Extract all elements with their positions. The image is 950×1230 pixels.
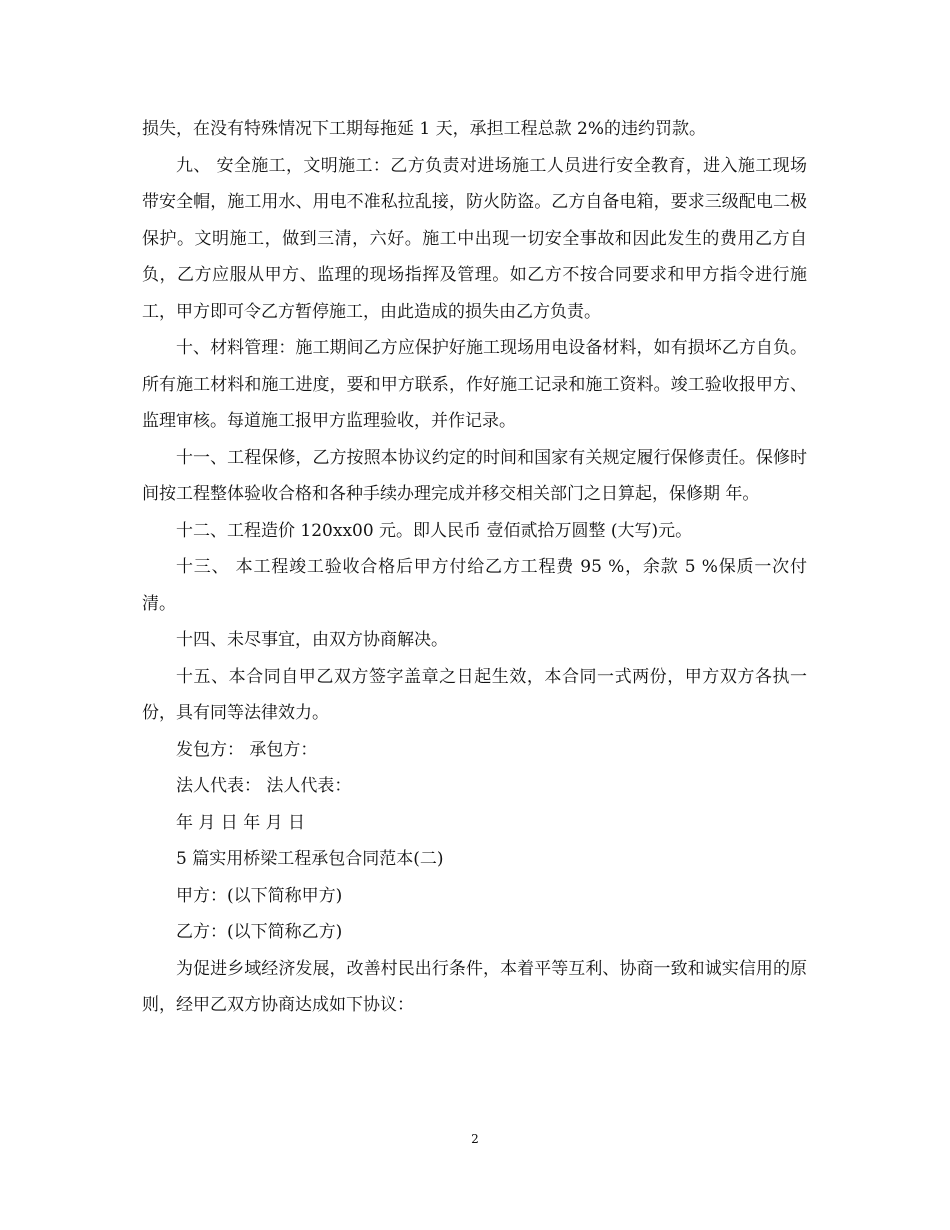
paragraph-clause-9-safety: 九、 安全施工，文明施工：乙方负责对进场施工人员进行安全教育，进入施工现场带安全帽，施工用水、用电不准私拉乱接，防火防盗。乙方自备电箱，要求三级配电二极保护。文明施工，做到三清，六好。施工中出现一切安全事故和因此发生的费用乙方自负，乙方应服从甲方、监理的现场指挥及管理。如乙方不按合同要求和甲方指令进行施工，甲方即可令乙方暂停施工，由此造成的损失由乙方负责。	[142, 155, 807, 322]
signature-representatives-line: 法人代表： 法人代表：	[176, 776, 352, 796]
paragraph-preamble: 为促进乡域经济发展，改善村民出行条件，本着平等互利、协商一致和诚实信用的原则，经甲乙双方协商达成如下协议：	[142, 958, 807, 1015]
party-a-line: 甲方：(以下简称甲方)	[176, 885, 343, 906]
paragraph-clause-15-effective: 十五、本合同自甲乙双方签字盖章之日起生效，本合同一式两份，甲方双方各执一份，具有同等法律效力。	[142, 666, 807, 723]
section-heading-contract-2: 5 篇实用桥梁工程承包合同范本(二)	[176, 849, 444, 869]
paragraph-clause-10-materials: 十、材料管理：施工期间乙方应保护好施工现场用电设备材料，如有损坏乙方自负。所有施工材料和施工进度，要和甲方联系，作好施工记录和施工资料。竣工验收报甲方、监理审核。每道施工报甲方监理验收，并作记录。	[142, 338, 807, 431]
party-b-line: 乙方：(以下简称乙方)	[176, 922, 343, 942]
paragraph-clause-13-payment: 十三、 本工程竣工验收合格后甲方付给乙方工程费 95 %，余款 5 %保质一次付清。	[142, 557, 807, 614]
paragraph-penalty-continuation: 损失，在没有特殊情况下工期每拖延 1 天，承担工程总款 2%的违约罚款。	[142, 119, 706, 139]
signature-parties-line: 发包方： 承包方：	[176, 739, 318, 760]
paragraph-clause-12-price: 十二、工程造价 120xx00 元。即人民币 壹佰贰拾万圆整 (大写)元。	[176, 520, 693, 541]
signature-date-line: 年 月 日 年 月 日	[176, 812, 306, 833]
paragraph-clause-11-warranty: 十一、工程保修，乙方按照本协议约定的时间和国家有关规定履行保修责任。保修时间按工程整体验收合格和各种手续办理完成并移交相关部门之日算起，保修期 年。	[142, 447, 807, 504]
paragraph-clause-14-other: 十四、未尽事宜，由双方协商解决。	[176, 630, 448, 650]
page-number: 2	[471, 1132, 479, 1146]
document-body	[142, 111, 807, 1024]
